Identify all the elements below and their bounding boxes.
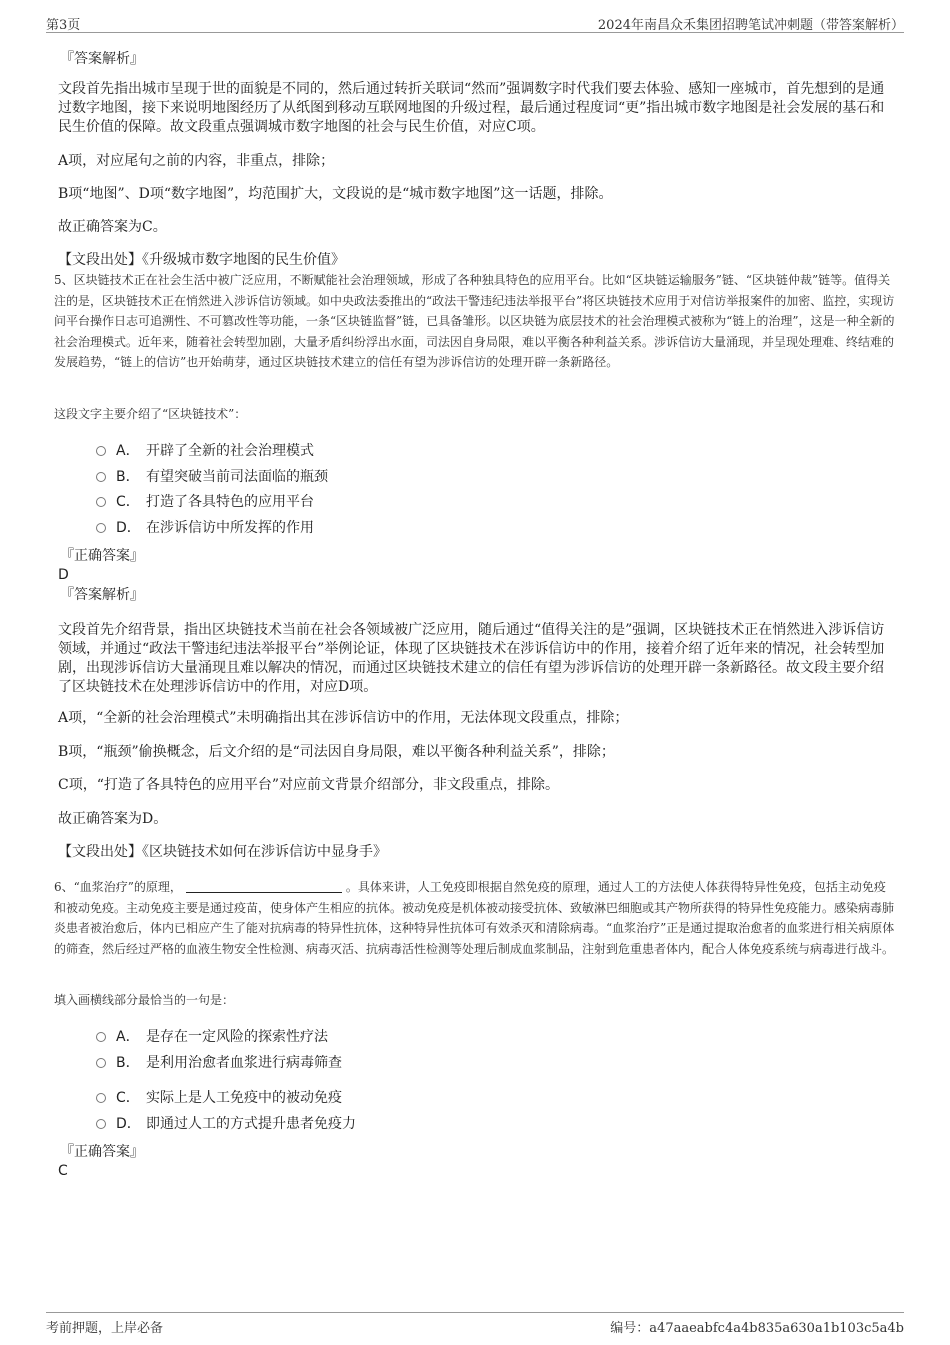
radio-button[interactable]: [96, 1119, 106, 1129]
page-footer: [46, 1312, 904, 1335]
question-text: 6、“血浆治疗”的原理， 。具体来讲，人工免疫即根据自然免疫的原理，通过人工的方法使人体获得特异性免疫，包括主动免疫和被动免疫。主动免疫主要是通过疫苗，使身体产生相应的抗体。被动免疫是机体被动接受抗体、致敏淋巴细胞或其产物所获得的特异性免疫能力。感染病毒肺炎患者被治愈后，体内已相应产生了能对抗病毒的特异性抗体，这种特异性抗体可有效杀灭和清除病毒。“血浆治疗”正是通过提取治愈者的血浆进行相关病原体的筛查，然后经过严格的血液生物安全性检测、病毒灭活、抗病毒活性检测等处理后制成血浆制品，注射到危重患者体内，配合人体免疫系统与病毒进行战斗。: [54, 880, 895, 956]
radio-button[interactable]: [96, 1093, 106, 1103]
fill-blank: [186, 880, 342, 893]
option-a[interactable]: A． 开辟了全新的社会治理模式: [96, 441, 314, 461]
option-b[interactable]: B． 有望突破当前司法面临的瓶颈: [96, 467, 328, 487]
radio-button[interactable]: [96, 1032, 106, 1042]
analysis-paragraph: 故正确答案为D。: [58, 811, 168, 827]
radio-button[interactable]: [96, 472, 106, 482]
option-a[interactable]: A． 是存在一定风险的探索性疗法: [96, 1027, 328, 1047]
analysis-tag: 『答案解析』: [60, 587, 144, 603]
source-citation: 【文段出处】《区块链技术如何在涉诉信访中显身手》: [58, 844, 387, 860]
analysis-paragraph: 故正确答案为C。: [58, 219, 167, 235]
radio-button[interactable]: [96, 523, 106, 533]
analysis-paragraph: B项，“瓶颈”偷换概念，后文介绍的是“司法因自身局限，难以平衡各种利益关系”，排除；: [58, 744, 615, 760]
radio-button[interactable]: [96, 497, 106, 507]
document-id: 编号：a47aaeabfc4a4b835a630a1b103c5a4b: [610, 1321, 904, 1336]
radio-button[interactable]: [96, 446, 106, 456]
correct-answer: C: [58, 1163, 68, 1179]
answer-tag: 『正确答案』: [60, 548, 144, 564]
question-prompt: 填入画横线部分最恰当的一句是：: [54, 993, 235, 1007]
analysis-paragraph: A项，对应尾句之前的内容，非重点，排除；: [58, 153, 335, 169]
analysis-paragraph: 文段首先指出城市呈现于世的面貌是不同的，然后通过转折关联词“然而”强调数字时代我们要去体验、感知一座城市，首先想到的是通过数字地图，接下来说明地图经历了从纸图到移动互联网地图的升级过程，最后通过程度词“更”指出城市数字地图是社会发展的基石和民生价值的保障。故文段重点强调城市数字地图的社会与民生价值，对应C项。: [58, 81, 885, 135]
option-d[interactable]: D． 在涉诉信访中所发挥的作用: [96, 518, 314, 538]
analysis-tag: 『答案解析』: [60, 51, 144, 67]
page-header: [46, 12, 904, 33]
option-c[interactable]: C． 打造了各具特色的应用平台: [96, 492, 314, 512]
analysis-paragraph: A项，“全新的社会治理模式”未明确指出其在涉诉信访中的作用，无法体现文段重点，排除；: [58, 710, 629, 726]
footer-slogan: 考前押题，上岸必备: [46, 1321, 164, 1336]
analysis-paragraph: 文段首先介绍背景，指出区块链技术当前在社会各领域被广泛应用，随后通过“值得关注的是”强调，区块链技术正在悄然进入涉诉信访领域，并通过“政法干警违纪违法举报平台”举例论证，体现了区块链技术在涉诉信访中的作用，接着介绍了近年来的情况，社会转型加剧，出现涉诉信访大量涌现且难以解决的情况，而通过区块链技术建立的信任有望为涉诉信访的处理开辟一条新路径。故文段主要介绍了区块链技术在处理涉诉信访中的作用，对应D项。: [58, 622, 885, 695]
answer-tag: 『正确答案』: [60, 1144, 144, 1160]
document-title: 2024年南昌众禾集团招聘笔试冲刺题（带答案解析）: [597, 18, 904, 33]
page-number: 第3页: [46, 18, 81, 33]
option-c[interactable]: C． 实际上是人工免疫中的被动免疫: [96, 1088, 342, 1108]
radio-button[interactable]: [96, 1058, 106, 1068]
question-prompt: 这段文字主要介绍了“区块链技术”：: [54, 407, 247, 421]
source-citation: 【文段出处】《升级城市数字地图的民生价值》: [58, 252, 345, 268]
analysis-paragraph: B项“地图”、D项“数字地图”，均范围扩大，文段说的是“城市数字地图”这一话题，排除。: [58, 186, 613, 202]
correct-answer: D: [58, 567, 69, 583]
question-text: 5、区块链技术正在社会生活中被广泛应用，不断赋能社会治理领域，形成了各种独具特色的应用平台。比如“区块链运输服务”链、“区块链仲裁”链等。值得关注的是，区块链技术正在悄然进入涉诉信访领域。如中央政法委推出的“政法干警违纪违法举报平台”将区块链技术应用于对信访举报案件的加密、监控，实现访问平台操作日志可追溯性、不可篡改性等功能，一条“区块链监督”链，已具备雏形。以区块链为底层技术的社会治理模式被称为“链上的治理”，这是一种全新的社会治理模式。近年来，随着社会转型加剧，大量矛盾纠纷浮出水面，司法因自身局限，难以平衡各种利益关系。涉诉信访大量涌现，并呈现处理难、终结难的发展趋势，“链上的信访”也开始萌芽，通过区块链技术建立的信任有望为涉诉信访的处理开辟一条新路径。: [54, 273, 895, 369]
option-d[interactable]: D． 即通过人工的方式提升患者免疫力: [96, 1114, 356, 1134]
option-b[interactable]: B． 是利用治愈者血浆进行病毒筛查: [96, 1053, 342, 1073]
analysis-paragraph: C项，“打造了各具特色的应用平台”对应前文背景介绍部分，非文段重点，排除。: [58, 777, 560, 793]
